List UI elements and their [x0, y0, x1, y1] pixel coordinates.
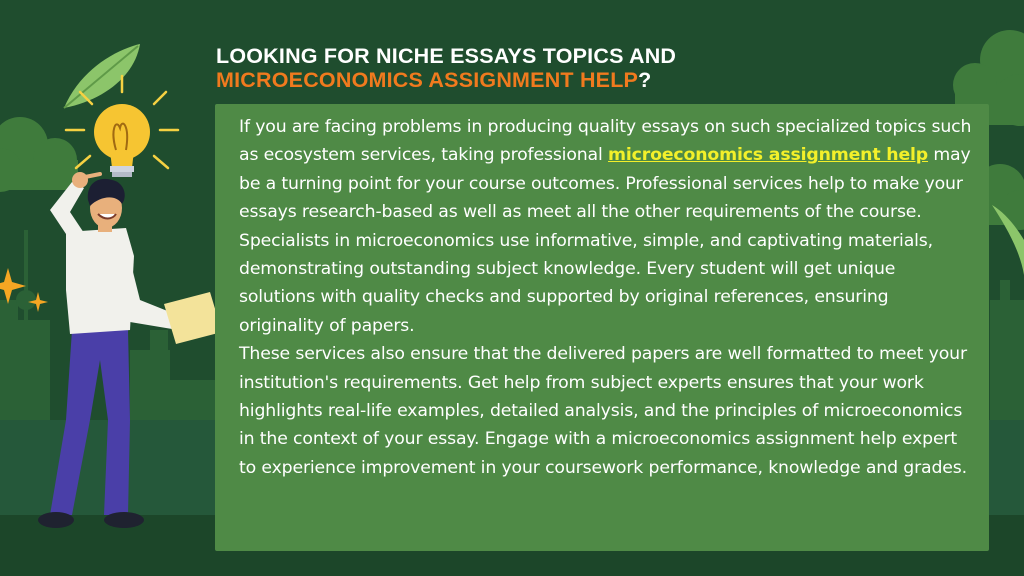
- title-question-mark: ?: [638, 68, 652, 92]
- microeconomics-help-link[interactable]: microeconomics assignment help: [608, 145, 929, 166]
- body-text: [239, 113, 974, 482]
- paragraph-1-intro: If you are facing problems in producing quality essays on such specialized topics such as ecosystem services, taking professional: [239, 117, 972, 166]
- leaf-icon: [64, 44, 140, 108]
- paragraph-1: [239, 113, 974, 340]
- title-line-1: LOOKING FOR NICHE ESSAYS TOPICS AND: [216, 44, 677, 68]
- paragraph-1-rest: may be a turning point for your course outcomes. Professional services help to make your essays research-based as well as meet all the other requirements of the course. Specialists in microeconomics use informative, simple, and captivating materials, demonstrating outstanding subject knowledge. Every student will get unique solutions with quality checks and supported by original references, ensuring originality of papers.: [239, 145, 971, 336]
- paragraph-2: These services also ensure that the delivered papers are well formatted to meet your institution's requirements. Get help from subject experts ensures that your work highlights real-life examples, detailed analysis, and the principles of microeconomics in the context of your essay. Engage with a microeconomics assignment help expert to experience improvement in your coursework performance, knowledge and grades.: [239, 344, 967, 478]
- page-title: [216, 44, 816, 92]
- title-line-2-highlight: MICROECONOMICS ASSIGNMENT HELP: [216, 68, 639, 92]
- cloud-icon: [0, 117, 78, 192]
